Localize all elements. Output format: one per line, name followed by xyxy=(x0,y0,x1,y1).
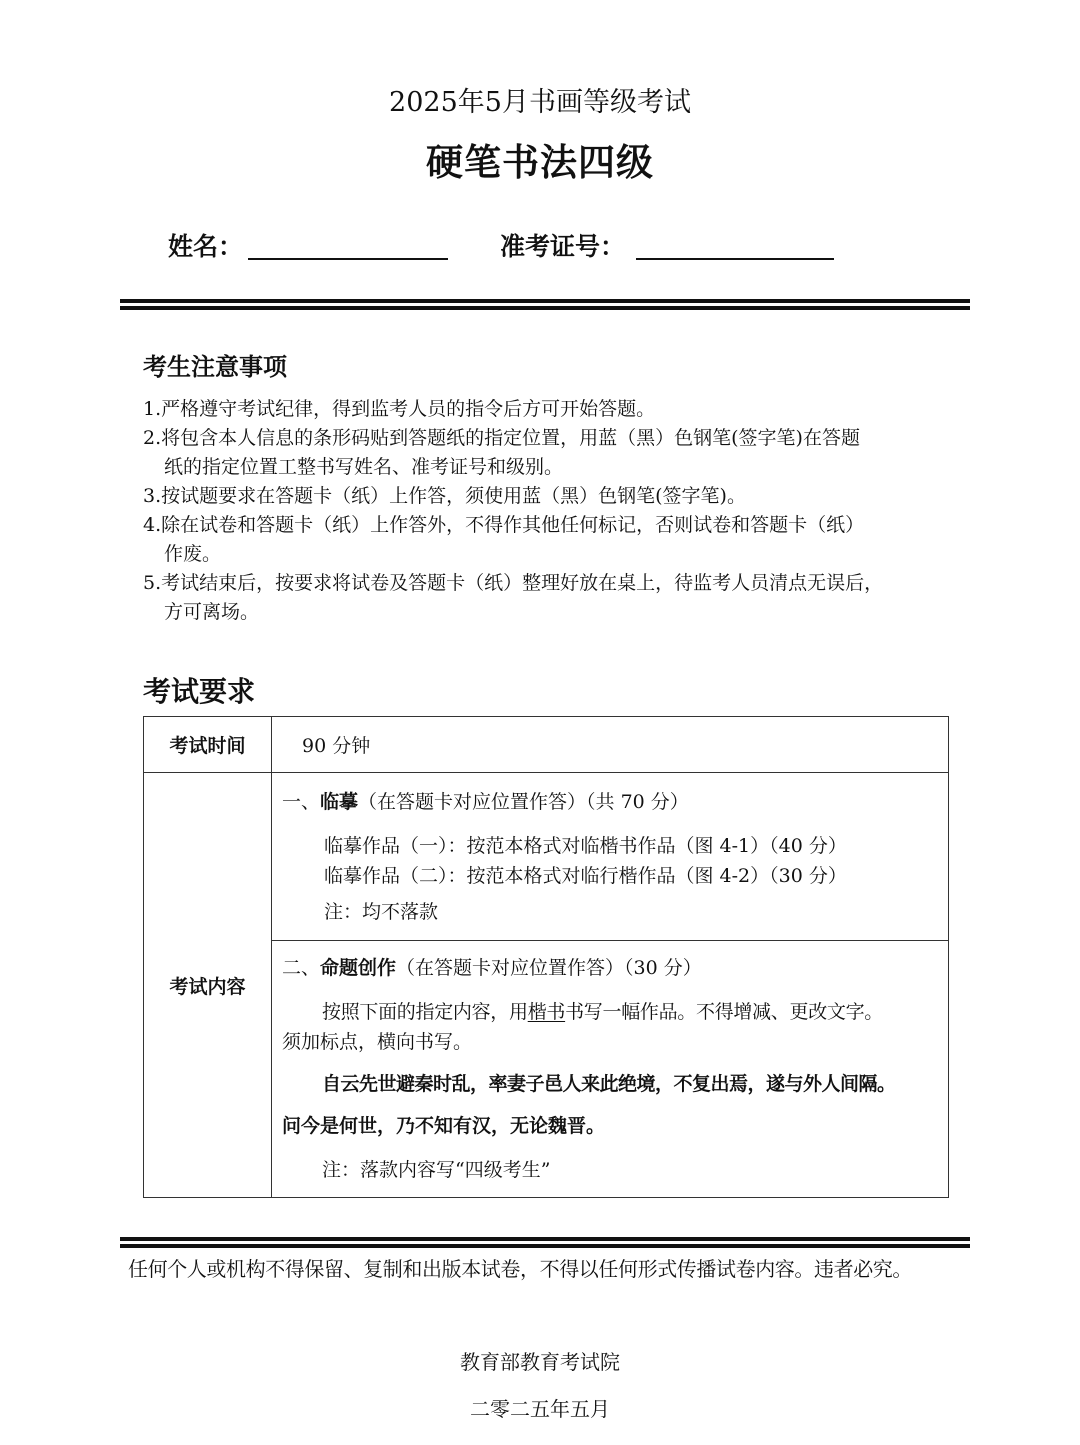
notice-item: 1.严格遵守考试纪律，得到监考人员的指令后方可开始答题。 xyxy=(143,398,656,420)
header-divider xyxy=(120,299,970,310)
part-1-note: 注：均不落款 xyxy=(324,901,439,923)
table-row-content xyxy=(144,773,949,1198)
name-field[interactable] xyxy=(248,258,448,260)
exam-id-label: 准考证号： xyxy=(500,232,626,261)
issue-date: 二零二五年五月 xyxy=(470,1397,610,1421)
notice-item-cont: 方可离场。 xyxy=(164,601,260,623)
requirements-table xyxy=(143,716,949,1198)
prescribed-text-2: 问今是何世，乃不知有汉，无论魏晋。 xyxy=(282,1115,606,1137)
exam-id-field[interactable] xyxy=(636,258,834,260)
notice-item: 5.考试结束后，按要求将试卷及答题卡（纸）整理好放在桌上，待监考人员清点无误后， xyxy=(143,572,884,594)
notices-heading: 考生注意事项 xyxy=(143,352,287,381)
notice-item: 3.按试题要求在答题卡（纸）上作答，须使用蓝（黑）色钢笔(签字笔)。 xyxy=(143,485,746,507)
content-label: 考试内容 xyxy=(144,773,272,1198)
footer-divider xyxy=(120,1237,970,1248)
name-label: 姓名： xyxy=(168,232,244,261)
table-row-time xyxy=(144,717,949,773)
part-1: 一、临摹（在答题卡对应位置作答）（共 70 分） 临摹作品（一）：按范本格式对临楷书作品（图 4-1）（40 分） 临摹作品（二）：按范本格式对临行楷作品（图 4-2）（30 分） 注：均不落款 xyxy=(272,773,948,941)
part-1-line-1: 临摹作品（一）：按范本格式对临楷书作品（图 4-1）（40 分） xyxy=(324,835,847,857)
subject-title: 硬笔书法四级 xyxy=(426,140,654,184)
time-value: 90 分钟 xyxy=(272,717,949,773)
notice-item-cont: 纸的指定位置工整书写姓名、准考证号和级别。 xyxy=(164,456,564,478)
exam-title: 2025年5月书画等级考试 xyxy=(389,87,691,118)
part-2-note: 注：落款内容写“四级考生” xyxy=(322,1159,551,1181)
requirements-heading: 考试要求 xyxy=(143,675,256,708)
part-2-title: 命题创作 xyxy=(320,957,397,979)
notice-item: 2.将包含本人信息的条形码贴到答题纸的指定位置，用蓝（黑）色钢笔(签字笔)在答题 xyxy=(143,427,860,449)
issuer: 教育部教育考试院 xyxy=(460,1350,620,1374)
part-1-title: 临摹 xyxy=(320,791,359,813)
copyright-notice: 任何个人或机构不得保留、复制和出版本试卷，不得以任何形式传播试卷内容。违者必究。 xyxy=(128,1257,912,1281)
part-1-line-2: 临摹作品（二）：按范本格式对临行楷作品（图 4-2）（30 分） xyxy=(324,865,847,887)
notice-item-cont: 作废。 xyxy=(164,543,222,565)
part-2-instructions: 按照下面的指定内容，用楷书书写一幅作品。不得增减、更改文字。 xyxy=(322,1001,884,1023)
time-label: 考试时间 xyxy=(144,717,272,773)
notices-list xyxy=(143,395,883,627)
notice-item: 4.除在试卷和答题卡（纸）上作答外，不得作其他任何标记，否则试卷和答题卡（纸） xyxy=(143,514,865,536)
part-2: 二、命题创作（在答题卡对应位置作答）（30 分） 按照下面的指定内容，用楷书书写一幅作品。不得增减、更改文字。 须加标点，横向书写。 自云先世避秦时乱，率妻子邑人来此绝境，不复出焉，遂与外人间隔。 问今是何世，乃不知有汉，无论魏晋。 注：落款内容写“四级考生” xyxy=(272,941,948,1197)
prescribed-text-1: 自云先世避秦时乱，率妻子邑人来此绝境，不复出焉，遂与外人间隔。 xyxy=(322,1073,896,1095)
